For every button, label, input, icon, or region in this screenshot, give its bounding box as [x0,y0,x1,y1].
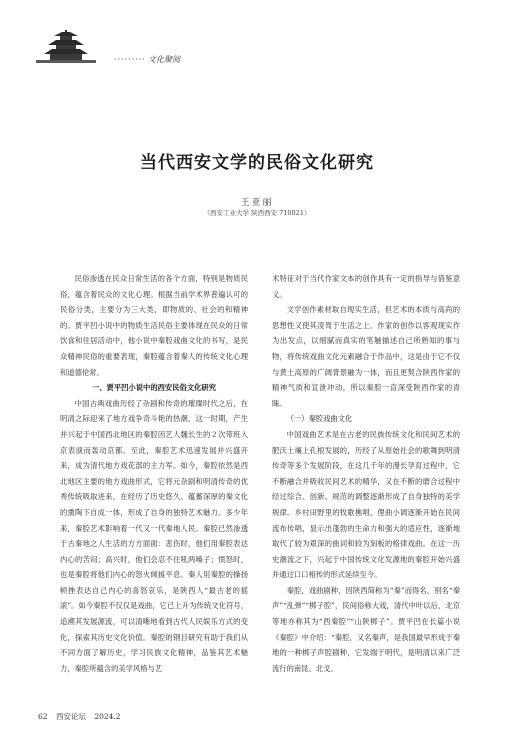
subsection-heading: （一）秦腔戏曲文化 [286,414,353,424]
left-column [60,271,248,676]
section-heading: 一、贾平凹小说中的西安民俗文化研究 [91,383,217,393]
section-header [30,28,180,72]
journal-issue: 2024.2 [94,712,121,721]
paragraph: 秦腔，戏曲剧种，因陕西简称为“秦”而得名，别名“秦声”“乱弹”“梆子腔”，民间俗称大戏，清代中叶以后，北京等地亦称其为“西秦腔”“山陕梆子”。贾平凹在长篇小说《秦腔》中介绍：“秦腔，又名秦声，是我国最早形成于秦地的一种梆子声腔剧种，它发端于明代，是明清以来广泛流行的南昆、北戈、 [272,585,460,673]
journal-name: 西安论坛 [55,712,86,721]
paragraph: 中国戏曲艺术是在古老的民族传统文化和民间艺术的肥沃土壤上孔根发展的，历经了从原始社会的歌舞到明清传奇等多个发展阶段，在这几千年的漫长孕育过程中，它不断融合并吸收民间艺术的精华，又在不断的磨合过程中经过综合、创新、规范的调整逐渐形成了自身独特的美学规律。乡村田野里的牧歌樵唱、俚曲小调逐渐开始在民间流布传唱，显示出蓬勃的生命力和强大的适应性，逐渐地取代了较为艰深的曲词和较为刻板的格律戏曲。在这一历史潮流之下，兴起于中国传统文化发源地的秦腔开始兴盛并通过口口相传的形式延续至今。 [272,429,460,580]
page-footer [38,711,127,722]
article-author: 王亚丽 [240,198,274,208]
article-title: 当代西安文学的民俗文化研究 [140,153,374,173]
page-number: 62 [38,712,48,721]
author-affiliation: （西安工业大学 陕西西安 710021） [203,209,311,217]
paragraph: 术特征对于当代作家文本的创作具有一定的指导与借鉴意义。 [272,274,460,299]
paragraph: 中国古典戏曲历经了杂剧和传奇的璀璨时代之后，在明清之际迎来了地方戏争奇斗艳的热潮，这一时期，产生并兴起于中国西北地区的秦腔因艺人魏长生的２次带班入京表演而轰动京都。至此，秦腔艺术迅速发展并兴盛开来，成为清代地方戏花部的主力军。如今，秦腔依然是西北地区主要的地方戏曲形式，它将元杂剧和明清传奇的优秀传统吸取进来，在经历了历史悠久、蕴蓄深厚的秦文化的熏陶下自成一体，形成了自身的独特艺术魅力。多少年来，秦腔艺术影响着一代又一代秦地人民。秦腔已然渗透于古秦地之人生活的方方面面：悲伤时，他们用秦腔表达内心的苦闷；高兴时，他们会忍不住吼两嗓子；愤怒时，也是秦腔将他们内心的怒火倾援平息。秦人用秦腔的操扬顿挫表达自己内心的喜怒哀乐，是陕西人“最古老的摇滚”。如今秦腔不仅仅是戏曲，它已上升为传统文化符号，追溯其发展源流，可以清晰地看到古代人民娱乐方式的变化，探索其历史文化价值。秦腔的钢目研究有助于我们从不同方面了解历史，学习民族文化精神，品鉴其艺术魅力，秦腔所蕴含的美学风格与艺 [60,398,248,673]
header-dots: ········· [114,55,146,64]
paragraph: 文学创作素材取自现实生活，但艺术的本质与高尚的思想性又使其凌驾于生活之上。作家的创作以客观现实作为出发点，以细腻而真实的笔触描述自己所熟知的事与物，将传统戏曲文化元素融合于作品中，这是由于它不仅与黄土高原的广阔背景融为一体，而且更契合陕西作家的精神气质和宣泄冲动，所以秦腔一直深受陕西作家的青睐。 [272,305,460,408]
bell-tower-icon [36,30,96,68]
right-column [272,271,460,676]
section-name: 文化聚阅 [148,55,180,64]
paragraph: 民俗渗透在民众日常生活的各个方面，特别是物质民俗，蕴含着民众的文化心理。根据当前学术界普遍认可的民俗分类，主要分为三大类，即物质的、社会的和精神的。贾平凹小说中的物质生活民俗主要体现在民众的日常饮食和住居活动中，他小说中秦腔戏曲文化的书写，是民众精神民俗的重要表现，秦腔蕴含着秦人的传统文化心理和道德伦常。 [60,274,248,377]
